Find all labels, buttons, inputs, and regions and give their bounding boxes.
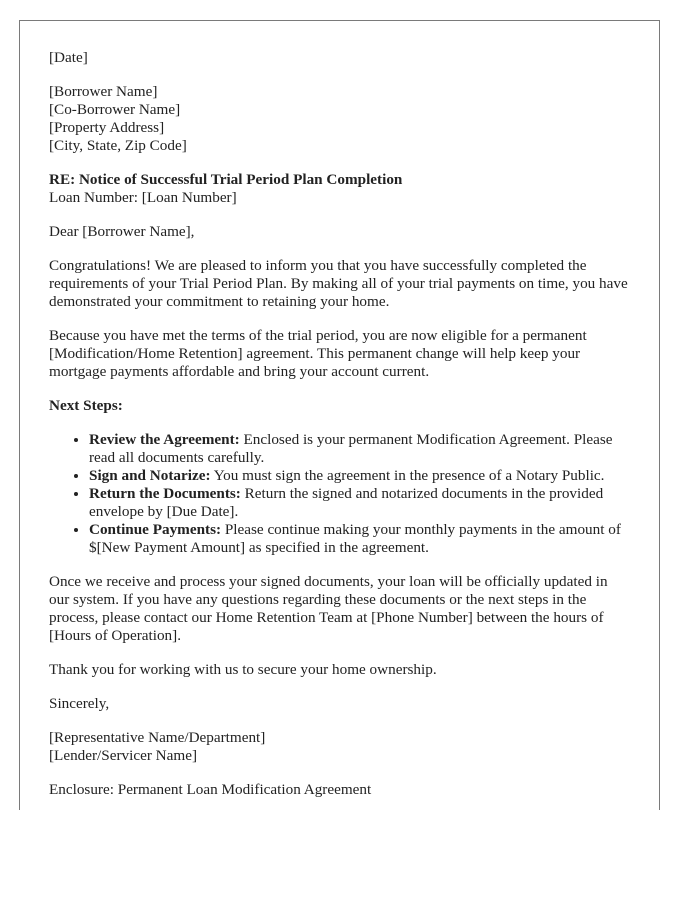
property-address: [Property Address] xyxy=(49,119,165,136)
signature-block xyxy=(49,729,631,765)
list-item xyxy=(89,485,631,521)
salutation: Dear [Borrower Name], xyxy=(49,223,195,240)
co-borrower-name: [Co-Borrower Name] xyxy=(49,101,181,118)
next-steps-heading: Next Steps: xyxy=(49,397,123,414)
subject-line: RE: Notice of Successful Trial Period Plan Completion xyxy=(49,171,403,188)
step-title: Review the Agreement: xyxy=(89,431,240,448)
subject-block xyxy=(49,171,631,207)
borrower-name: [Borrower Name] xyxy=(49,83,158,100)
eligibility-paragraph: Because you have met the terms of the trial period, you are now eligible for a permanent [Modification/Home Retention] agreement. This permanent change will help keep your mortgage payments affordable and bring your account current. xyxy=(49,327,587,380)
step-text: Please continue making your monthly payments in the amount of $[New Payment Amount] as specified in the agreement. xyxy=(89,521,621,556)
list-item xyxy=(89,521,631,557)
thank-you-paragraph: Thank you for working with us to secure your home ownership. xyxy=(49,661,437,678)
loan-number: Loan Number: [Loan Number] xyxy=(49,189,237,206)
step-title: Sign and Notarize: xyxy=(89,467,211,484)
letter-date: [Date] xyxy=(49,49,88,66)
step-title: Continue Payments: xyxy=(89,521,222,538)
congratulations-paragraph: Congratulations! We are pleased to inform you that you have successfully completed the requirements of your Trial Period Plan. By making all of your trial payments on time, you have demonstrated your commitment to retaining your home. xyxy=(49,257,628,310)
recipient-address-block xyxy=(49,83,631,155)
enclosure-line: Enclosure: Permanent Loan Modification Agreement xyxy=(49,781,372,798)
step-text: Return the signed and notarized documents in the provided envelope by [Due Date]. xyxy=(89,485,604,520)
city-state-zip: [City, State, Zip Code] xyxy=(49,137,187,154)
sign-off: Sincerely, xyxy=(49,695,110,712)
letter-page xyxy=(19,20,660,810)
next-steps-list xyxy=(49,431,631,557)
step-title: Return the Documents: xyxy=(89,485,241,502)
contact-paragraph: Once we receive and process your signed documents, your loan will be officially updated in our system. If you have any questions regarding these documents or the next steps in the process, please contact our Home Retention Team at [Phone Number] between the hours of [Hours of Operation]. xyxy=(49,573,608,644)
list-item xyxy=(89,431,631,467)
step-text: You must sign the agreement in the presence of a Notary Public. xyxy=(210,467,605,484)
step-text: Enclosed is your permanent Modification Agreement. Please read all documents carefully. xyxy=(89,431,613,466)
representative-name: [Representative Name/Department] xyxy=(49,729,266,746)
list-item xyxy=(89,467,631,485)
lender-name: [Lender/Servicer Name] xyxy=(49,747,197,764)
